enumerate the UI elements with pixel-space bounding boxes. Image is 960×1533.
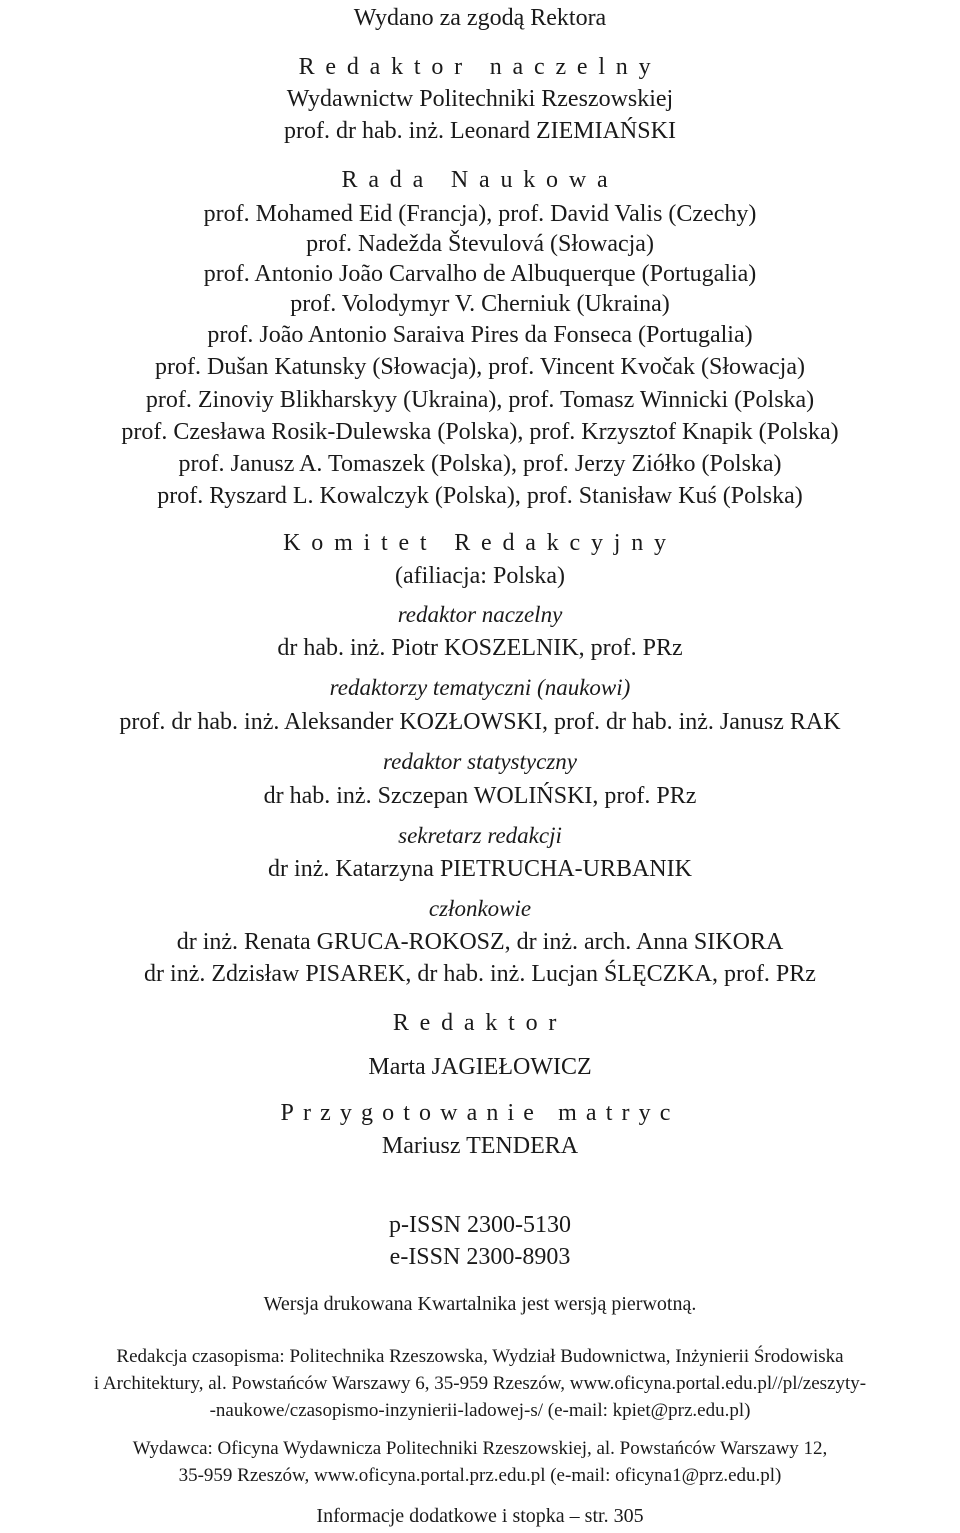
editorial-address-line: -naukowe/czasopismo-inzynierii-ladowej-s/ (e-mail: kpiet@prz.edu.pl) bbox=[209, 1400, 751, 1421]
publisher-chief-subheading: Wydawnictw Politechniki Rzeszowskiej bbox=[286, 86, 674, 112]
council-member-line: prof. Antonio João Carvalho de Albuquerque (Portugalia) bbox=[203, 261, 757, 287]
council-member-line: prof. Zinoviy Blikharskyy (Ukraina), prof. Tomasz Winnicki (Polska) bbox=[145, 387, 815, 413]
publisher-address-line: 35-959 Rzeszów, www.oficyna.portal.prz.edu.pl (e-mail: oficyna1@prz.edu.pl) bbox=[178, 1465, 782, 1486]
editor-heading: Redaktor bbox=[392, 1010, 568, 1036]
publisher-address-line: Wydawca: Oficyna Wydawnicza Politechniki Rzeszowskiej, al. Powstańców Warszawy 12, bbox=[132, 1438, 828, 1459]
council-member-line: prof. Czesława Rosik-Dulewska (Polska), prof. Krzysztof Knapik (Polska) bbox=[121, 419, 839, 445]
scientific-council-heading: Rada Naukowa bbox=[341, 167, 619, 193]
committee-person-line: dr hab. inż. Piotr KOSZELNIK, prof. PRz bbox=[277, 635, 683, 661]
committee-role-label: redaktor naczelny bbox=[397, 602, 563, 627]
issn-electronic: e-ISSN 2300-8903 bbox=[389, 1244, 571, 1270]
committee-person-line: prof. dr hab. inż. Aleksander KOZŁOWSKI, prof. dr hab. inż. Janusz RAK bbox=[119, 709, 841, 735]
committee-person-line: dr inż. Renata GRUCA-ROKOSZ, dr inż. arch. Anna SIKORA bbox=[176, 929, 784, 955]
publisher-chief-name: prof. dr hab. inż. Leonard ZIEMIAŃSKI bbox=[284, 118, 676, 144]
council-member-line: prof. João Antonio Saraiva Pires da Fonseca (Portugalia) bbox=[207, 322, 753, 348]
council-member-line: prof. Mohamed Eid (Francja), prof. David Valis (Czechy) bbox=[203, 201, 757, 227]
committee-role-label: redaktor statystyczny bbox=[383, 749, 577, 774]
issn-print: p-ISSN 2300-5130 bbox=[388, 1212, 571, 1238]
committee-role-label: redaktorzy tematyczni (naukowi) bbox=[329, 675, 631, 700]
committee-role-label: sekretarz redakcji bbox=[398, 823, 562, 848]
editorial-address-line: Redakcja czasopisma: Politechnika Rzeszowska, Wydział Budownictwa, Inżynierii Środowiska bbox=[116, 1346, 844, 1367]
editorial-committee-heading: Komitet Redakcyjny bbox=[283, 530, 677, 556]
committee-person-line: dr inż. Zdzisław PISAREK, dr hab. inż. Lucjan ŚLĘCZKA, prof. PRz bbox=[144, 961, 816, 987]
typesetting-name: Mariusz TENDERA bbox=[381, 1133, 579, 1159]
footer-note: Informacje dodatkowe i stopka – str. 305 bbox=[316, 1505, 644, 1527]
publisher-chief-heading: Redaktor naczelny bbox=[298, 54, 662, 80]
committee-affiliation: (afiliacja: Polska) bbox=[395, 563, 565, 589]
council-member-line: prof. Janusz A. Tomaszek (Polska), prof. Jerzy Ziółko (Polska) bbox=[178, 451, 782, 477]
council-member-line: prof. Volodymyr V. Cherniuk (Ukraina) bbox=[290, 291, 670, 317]
version-note: Wersja drukowana Kwartalnika jest wersją pierwotną. bbox=[263, 1293, 697, 1315]
committee-role-label: członkowie bbox=[428, 896, 532, 921]
council-member-line: prof. Dušan Katunsky (Słowacja), prof. Vincent Kvočak (Słowacja) bbox=[155, 354, 805, 380]
approval-line: Wydano za zgodą Rektora bbox=[353, 5, 607, 31]
typesetting-heading: Przygotowanie matryc bbox=[280, 1100, 680, 1126]
editorial-address-line: i Architektury, al. Powstańców Warszawy 6, 35-959 Rzeszów, www.oficyna.portal.edu.pl//pl/zeszyty- bbox=[93, 1373, 867, 1394]
committee-person-line: dr hab. inż. Szczepan WOLIŃSKI, prof. PRz bbox=[263, 783, 697, 809]
council-member-line: prof. Nadežda Števulová (Słowacja) bbox=[306, 231, 654, 257]
committee-person-line: dr inż. Katarzyna PIETRUCHA-URBANIK bbox=[268, 856, 692, 882]
editor-name: Marta JAGIEŁOWICZ bbox=[368, 1054, 592, 1080]
council-member-line: prof. Ryszard L. Kowalczyk (Polska), prof. Stanisław Kuś (Polska) bbox=[157, 483, 803, 509]
